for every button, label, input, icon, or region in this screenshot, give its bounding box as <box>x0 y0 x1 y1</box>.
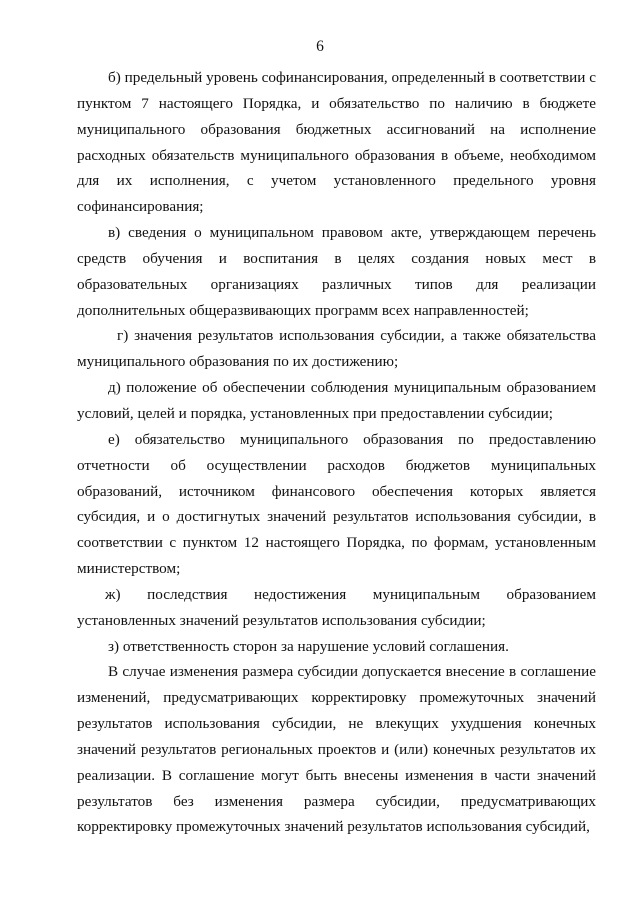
paragraph-d: д) положение об обеспечении соблюдения муниципальным образованием условий, целей и порядка, установленных при предоставлении субсидии; <box>77 379 596 422</box>
paragraph-e: е) обязательство муниципального образования по предоставлению отчетности об осуществлении расходов бюджетов муниципальных образований, источником финансового обеспечения которых является субсидия, и о достигнутых значений результатов использования субсидии, в соответствии с пунктом 12 настоящего Порядка, по формам, установленным министерством; <box>77 430 596 578</box>
page-number: 6 <box>316 38 324 55</box>
document-body <box>77 65 596 840</box>
paragraph-z: з) ответственность сторон за нарушение условий соглашения. <box>108 637 509 655</box>
paragraph-b: б) предельный уровень софинансирования, определенный в соответствии с пунктом 7 настоящего Порядка, и обязательство по наличию в бюджете муниципального образования бюджетных ассигнований на исполнение расходных обязательств муниципального образования в объеме, необходимом для их исполнения, с учетом установленного предельного уровня софинансирования; <box>77 69 596 216</box>
paragraph-g: г) значения результатов использования субсидии, а также обязательства муниципального образования по их достижению; <box>77 327 596 371</box>
paragraph-v: в) сведения о муниципальном правовом акте, утверждающем перечень средств обучения и воспитания в целях создания новых мест в образовательных организациях различных типов для реализации дополнительных общеразвивающих программ всех направленностей; <box>77 224 596 319</box>
paragraph-zh: ж) последствия недостижения муниципальным образованием установленных значений результатов использования субсидии; <box>77 585 596 629</box>
paragraph-amendments: В случае изменения размера субсидии допускается внесение в соглашение изменений, предусматривающих корректировку промежуточных значений результатов использования субсидии, не влекущих ухудшения конечных значений результатов региональных проектов и (или) конечных результатов их реализации. В соглашение могут быть внесены изменения в части значений результатов без изменения размера субсидии, предусматривающих корректировку промежуточных значений результатов использования субсидий, <box>77 663 596 836</box>
